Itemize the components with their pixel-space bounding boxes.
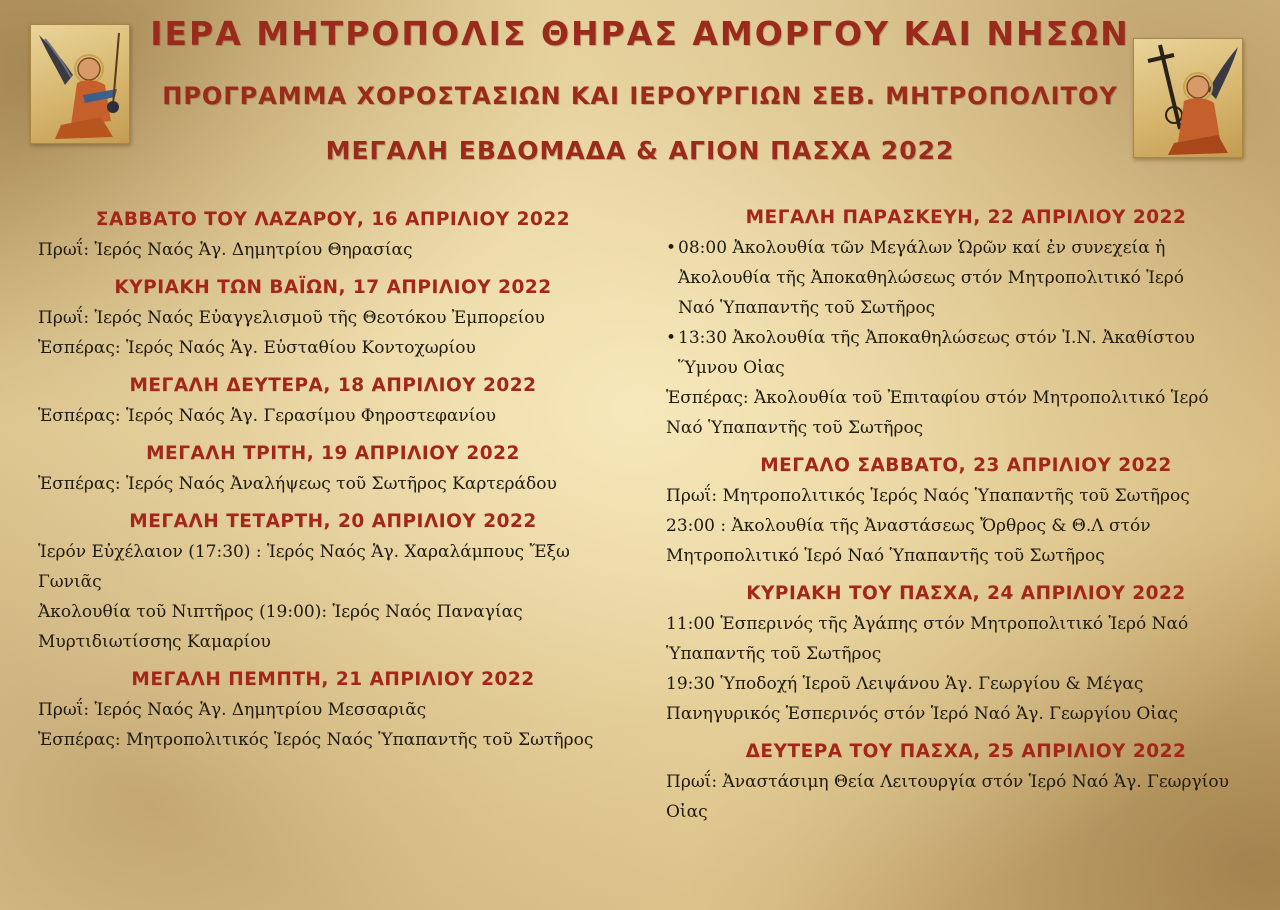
schedule-entry: 23:00 : Ἀκολουθία τῆς Ἀναστάσεως Ὄρθρος & Θ.Λ στόν: [666, 516, 1151, 536]
schedule-entry: Μητροπολιτικό Ἱερό Ναό Ὑπαπαντῆς τοῦ Σωτῆρος: [666, 546, 1105, 566]
schedule-entry: Ὑπαπαντῆς τοῦ Σωτῆρος: [666, 644, 882, 664]
day-title: ΜΕΓΑΛΗ ΠΕΜΠΤΗ, 21 ΑΠΡΙΛΙΟΥ 2022: [131, 669, 535, 690]
day-holy-thursday: [38, 665, 628, 755]
angel-icon: [30, 24, 130, 144]
left-schedule-column: [38, 205, 628, 763]
day-title: ΣΑΒΒΑΤΟ ΤΟΥ ΛΑΖΑΡΟΥ, 16 ΑΠΡΙΛΙΟΥ 2022: [95, 209, 571, 230]
day-holy-friday: [666, 203, 1266, 443]
day-holy-monday: [38, 371, 628, 431]
schedule-entry: Ναό Ὑπαπαντῆς τοῦ Σωτῆρος: [678, 298, 936, 318]
schedule-entry: Γωνιᾶς: [38, 572, 102, 592]
day-title: ΔΕΥΤΕΡΑ ΤΟΥ ΠΑΣΧΑ, 25 ΑΠΡΙΛΙΟΥ 2022: [745, 741, 1187, 762]
schedule-entry: Οἰας: [666, 802, 708, 822]
angel-with-cross-icon: [1133, 38, 1243, 158]
schedule-entry: Πρωΐ: Μητροπολιτικός Ἱερός Ναός Ὑπαπαντῆς τοῦ Σωτῆρος: [666, 486, 1190, 506]
day-easter-monday: [666, 737, 1266, 827]
schedule-entry: Ἑσπέρας: Ἱερός Ναός Ἀναλήψεως τοῦ Σωτῆρος Καρτεράδου: [38, 474, 557, 494]
schedule-entry: Ναό Ὑπαπαντῆς τοῦ Σωτῆρος: [666, 418, 924, 438]
day-holy-wednesday: [38, 507, 628, 657]
day-title: ΜΕΓΑΛΗ ΔΕΥΤΕΡΑ, 18 ΑΠΡΙΛΙΟΥ 2022: [129, 375, 537, 396]
day-holy-tuesday: [38, 439, 628, 499]
schedule-entry: 19:30 Ὑποδοχή Ἱεροῦ Λειψάνου Ἁγ. Γεωργίου & Μέγας: [666, 674, 1144, 694]
program-subtitle: ΠΡΟΓΡΑΜΜΑ ΧΟΡΟΣΤΑΣΙΩΝ ΚΑΙ ΙΕΡΟΥΡΓΙΩΝ ΣΕΒ. ΜΗΤΡΟΠΟΛΙΤΟΥ: [162, 82, 1118, 110]
day-title: ΚΥΡΙΑΚΗ ΤΩΝ ΒΑΪΩΝ, 17 ΑΠΡΙΛΙΟΥ 2022: [114, 277, 552, 298]
day-title: ΚΥΡΙΑΚΗ ΤΟΥ ΠΑΣΧΑ, 24 ΑΠΡΙΛΙΟΥ 2022: [746, 583, 1186, 604]
day-holy-saturday: [666, 451, 1266, 571]
schedule-entry: Ἑσπέρας: Ἀκολουθία τοῦ Ἐπιταφίου στόν Μητροπολιτικό Ἱερό: [666, 388, 1209, 408]
schedule-entry: Πρωΐ: Ἱερός Ναός Εὐαγγελισμοῦ τῆς Θεοτόκου Ἐμπορείου: [38, 308, 545, 328]
schedule-entry: Ἑσπέρας: Ἱερός Ναός Ἁγ. Γερασίμου Φηροστεφανίου: [38, 406, 496, 426]
schedule-entry: • 08:00 Ἀκολουθία τῶν Μεγάλων Ὡρῶν καί ἐν συνεχεία ἡ: [666, 233, 1266, 263]
day-easter-sunday: [666, 579, 1266, 729]
day-title: ΜΕΓΑΛΗ ΤΕΤΑΡΤΗ, 20 ΑΠΡΙΛΙΟΥ 2022: [129, 511, 537, 532]
day-saturday-lazarus: [38, 205, 628, 265]
schedule-entry: Ἑσπέρας: Μητροπολιτικός Ἱερός Ναός Ὑπαπαντῆς τοῦ Σωτῆρος: [38, 730, 594, 750]
schedule-entry: Ἀκολουθία τοῦ Νιπτῆρος (19:00): Ἱερός Ναός Παναγίας: [38, 602, 523, 622]
schedule-entry: • 13:30 Ἀκολουθία τῆς Ἀποκαθηλώσεως στόν Ἱ.Ν. Ἀκαθίστου: [666, 323, 1266, 353]
schedule-entry: Πρωΐ: Ἱερός Ναός Ἁγ. Δημητρίου Θηρασίας: [38, 240, 413, 260]
day-palm-sunday: [38, 273, 628, 363]
schedule-entry: Πρωΐ: Ἀναστάσιμη Θεία Λειτουργία στόν Ἱερό Ναό Ἁγ. Γεωργίου: [666, 772, 1229, 792]
day-title: ΜΕΓΑΛΗ ΤΡΙΤΗ, 19 ΑΠΡΙΛΙΟΥ 2022: [146, 443, 520, 464]
schedule-entry: Ἀκολουθία τῆς Ἀποκαθηλώσεως στόν Μητροπολιτικό Ἱερό: [678, 268, 1184, 288]
schedule-entry: Ὕμνου Οἰας: [678, 358, 785, 378]
holy-week-title: ΜΕΓΑΛΗ ΕΒΔΟΜΑΔΑ & ΑΓΙΟΝ ΠΑΣΧΑ 2022: [325, 136, 955, 165]
schedule-entry: Ἱερόν Εὐχέλαιον (17:30) : Ἱερός Ναός Ἁγ. Χαραλάμπους Ἔξω: [38, 542, 570, 562]
schedule-entry: Μυρτιδιωτίσσης Καμαρίου: [38, 632, 271, 652]
day-title: ΜΕΓΑΛΟ ΣΑΒΒΑΤΟ, 23 ΑΠΡΙΛΙΟΥ 2022: [760, 455, 1172, 476]
schedule-entry: 11:00 Ἑσπερινός τῆς Ἀγάπης στόν Μητροπολιτικό Ἱερό Ναό: [666, 614, 1189, 634]
schedule-entry: Πρωΐ: Ἱερός Ναός Ἁγ. Δημητρίου Μεσσαριᾶς: [38, 700, 427, 720]
day-title: ΜΕΓΑΛΗ ΠΑΡΑΣΚΕΥΗ, 22 ΑΠΡΙΛΙΟΥ 2022: [745, 207, 1187, 228]
schedule-entry: Ἑσπέρας: Ἱερός Ναός Ἁγ. Εὐσταθίου Κοντοχωρίου: [38, 338, 476, 358]
schedule-entry: Πανηγυρικός Ἑσπερινός στόν Ἱερό Ναό Ἁγ. Γεωργίου Οἰας: [666, 704, 1179, 724]
right-schedule-column: [666, 203, 1266, 835]
diocese-title: ΙΕΡΑ ΜΗΤΡΟΠΟΛΙΣ ΘΗΡΑΣ ΑΜΟΡΓΟΥ ΚΑΙ ΝΗΣΩΝ: [150, 14, 1130, 53]
